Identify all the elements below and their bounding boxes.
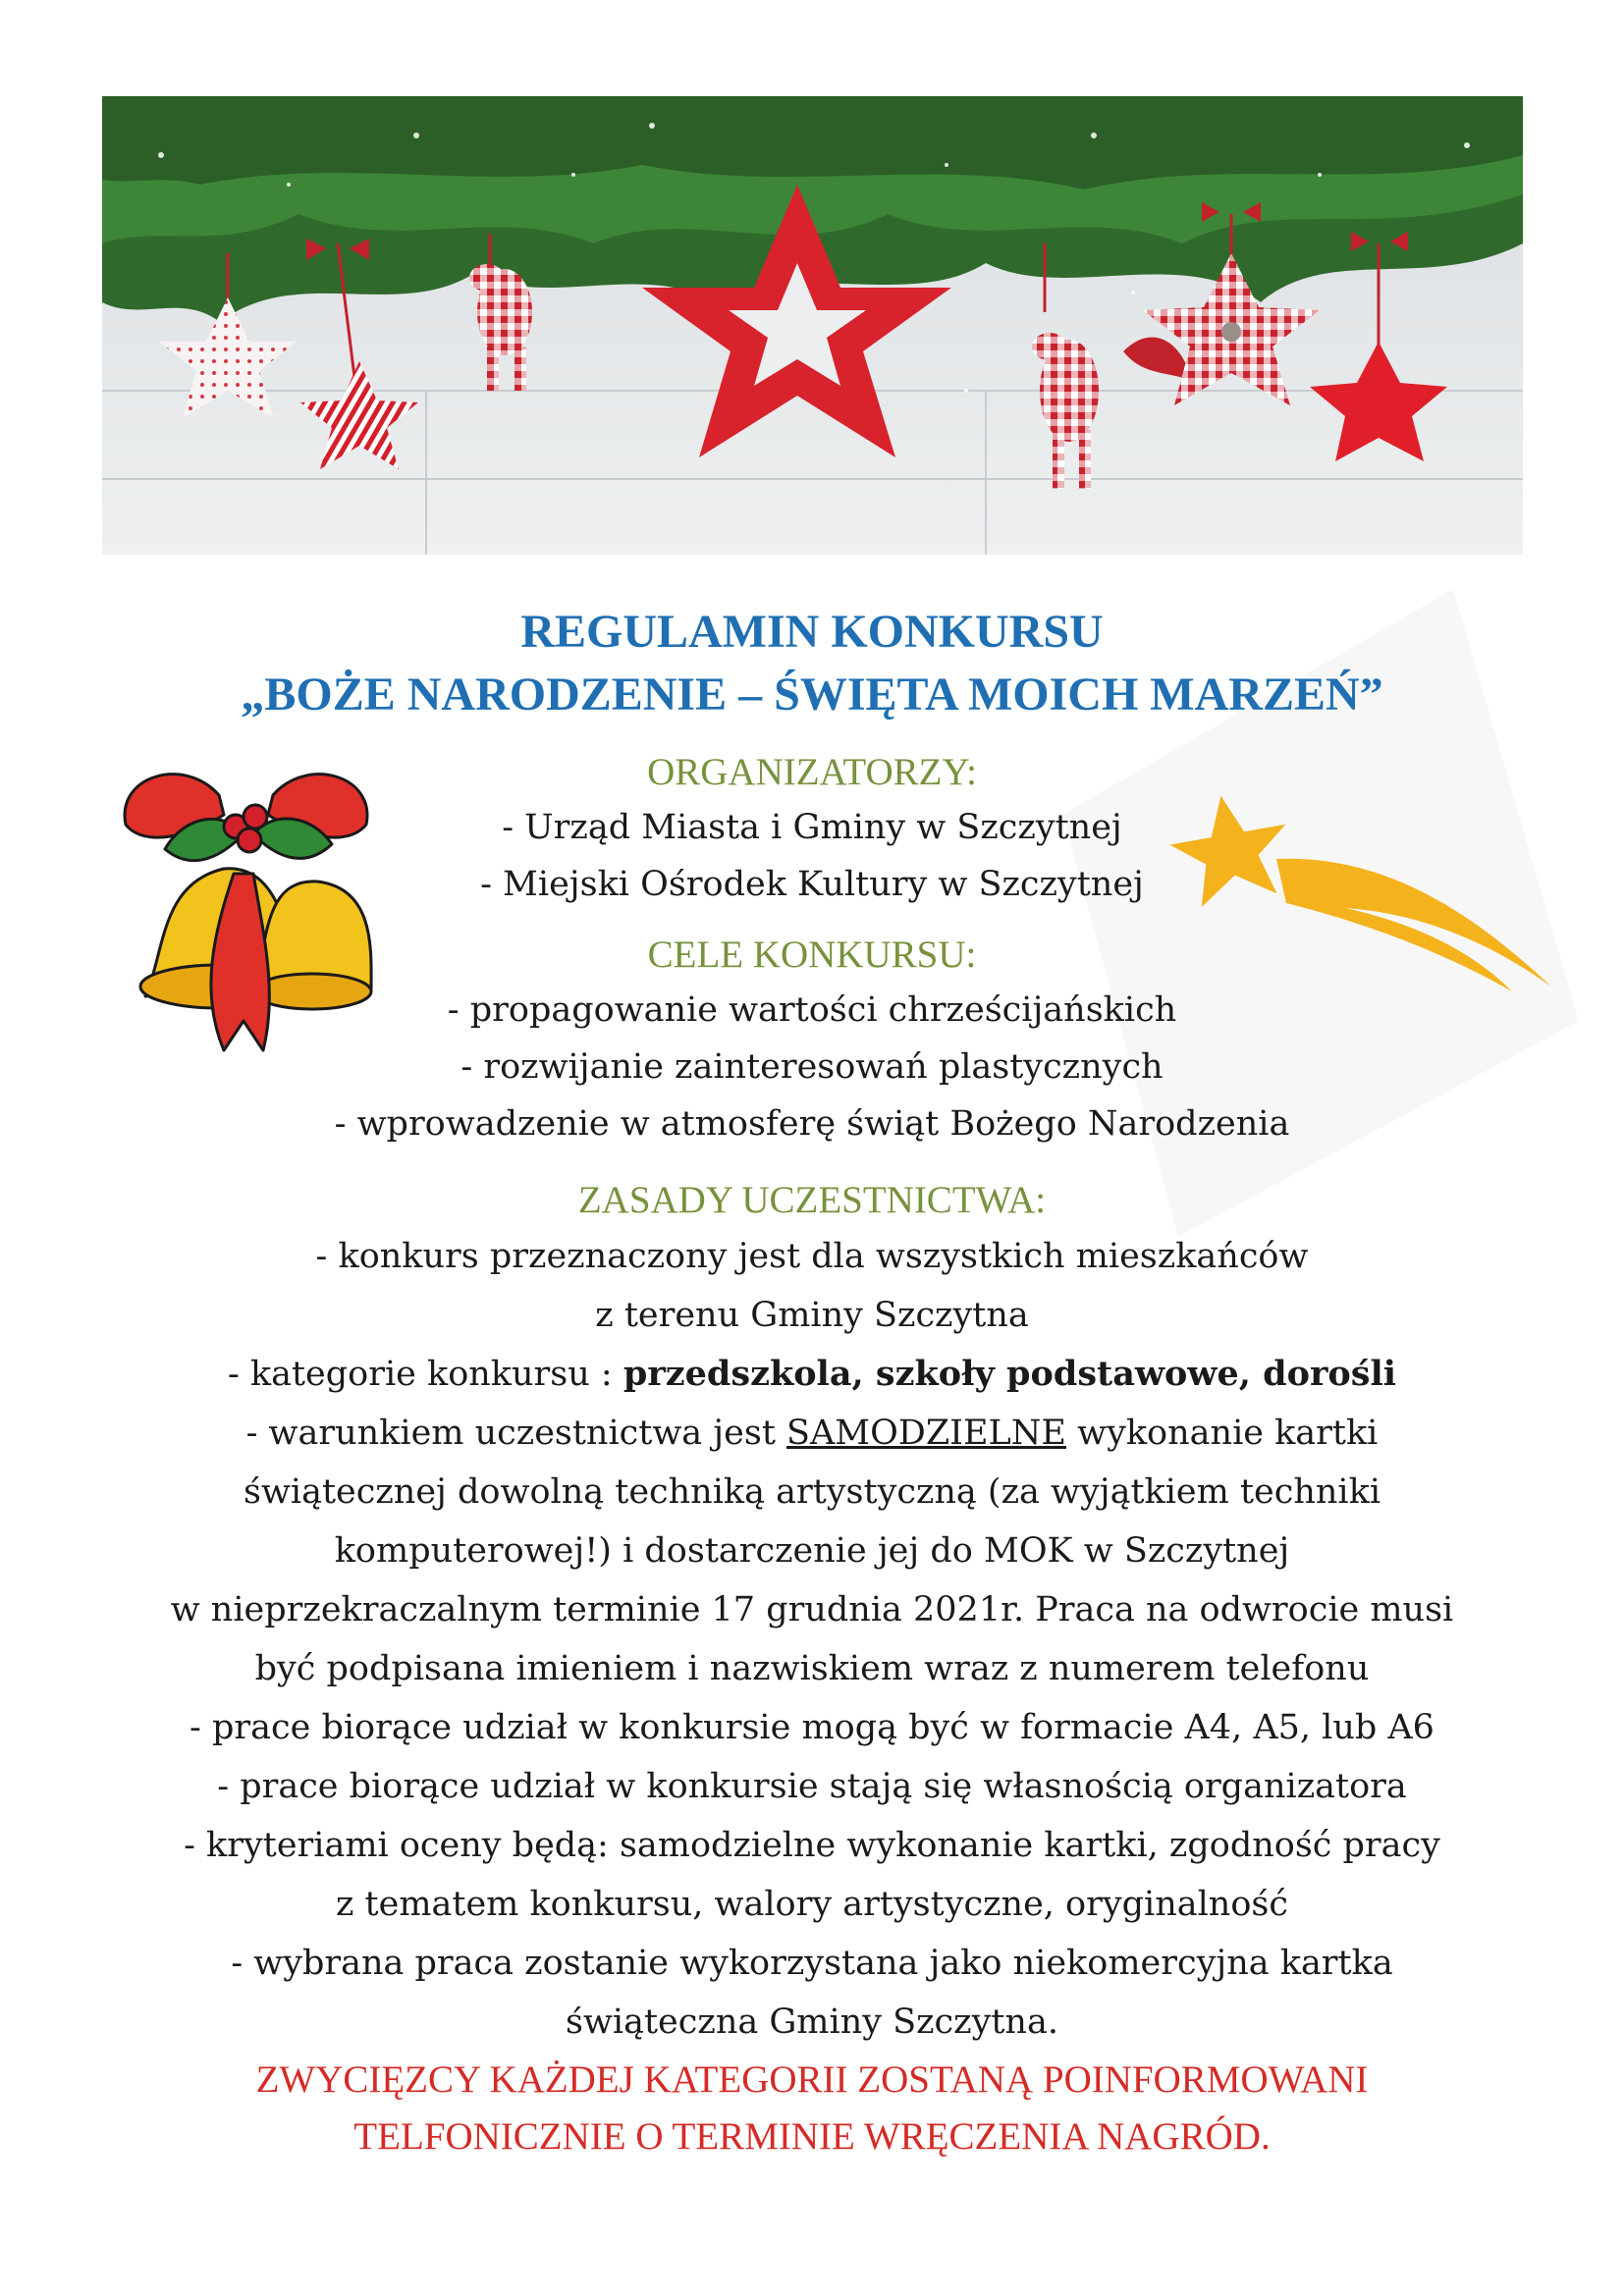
rules-line: - konkurs przeznaczony jest dla wszystkich mieszkańców [315,1237,1309,1276]
rules-line: komputerowej!) i dostarczenie jej do MOK w Szczytnej [334,1531,1290,1571]
christmas-banner-image [102,96,1523,555]
rules-line: świąteczna Gminy Szczytna. [566,2002,1058,2042]
rules-line: - prace biorące udział w konkursie stają się własnością organizatora [217,1767,1407,1806]
title-line-1: REGULAMIN KONKURSU [520,606,1104,658]
organizers-heading: ORGANIZATORZY: [647,751,977,793]
rules-line: z tematem konkursu, walory artystyczne, oryginalność [335,1885,1288,1924]
organizer-item: - Miejski Ośrodek Kultury w Szczytnej [480,865,1144,904]
rules-line: być podpisana imieniem i nazwiskiem wraz z numerem telefonu [254,1649,1370,1688]
rules-condition-line [0,1404,1624,1463]
closing-line-2: TELFONICZNIE O TERMINIE WRĘCZENIA NAGRÓD. [353,2115,1271,2158]
rules-line: - kryteriami oceny będą: samodzielne wykonanie kartki, zgodność pracy [184,1826,1440,1865]
condition-suffix: wykonanie kartki [1065,1414,1379,1453]
goal-item: - wprowadzenie w atmosferę świąt Bożego Narodzenia [334,1104,1290,1144]
rules-line: z terenu Gminy Szczytna [595,1296,1029,1335]
rules-line: świątecznej dowolną techniką artystyczną (za wyjątkiem techniki [243,1472,1381,1512]
title-line-2: „BOŻE NARODZENIE – ŚWIĘTA MOICH MARZEŃ” [241,668,1383,721]
rules-line: w nieprzekraczalnym terminie 17 grudnia 2021r. Praca na odwrocie musi [170,1590,1454,1629]
rules-line: - wybrana praca zostanie wykorzystana jako niekomercyjna kartka [231,1944,1393,1983]
closing-notice [0,2052,1624,2165]
categories-value: przedszkola, szkoły podstawowe, dorośli [623,1354,1397,1394]
page-title [0,601,1624,726]
rules-categories-line [0,1345,1624,1404]
goal-item: - rozwijanie zainteresowań plastycznych [460,1047,1164,1087]
categories-prefix: - kategorie konkursu : [227,1355,623,1394]
goals-heading: CELE KONKURSU: [647,934,977,976]
regulations-content [0,601,1624,2165]
closing-line-1: ZWYCIĘZCY KAŻDEJ KATEGORII ZOSTANĄ POINFORMOWANI [255,2058,1369,2101]
rules-line: - prace biorące udział w konkursie mogą być w formacie A4, A5, lub A6 [189,1708,1435,1747]
condition-emphasis: SAMODZIELNE [786,1414,1066,1453]
organizer-item: - Urząd Miasta i Gminy w Szczytnej [502,808,1122,847]
goal-item: - propagowanie wartości chrześcijańskich [447,990,1177,1030]
condition-prefix: - warunkiem uczestnictwa jest [245,1414,787,1453]
rules-heading: ZASADY UCZESTNICTWA: [577,1179,1047,1221]
banner-illustration [102,96,1523,555]
